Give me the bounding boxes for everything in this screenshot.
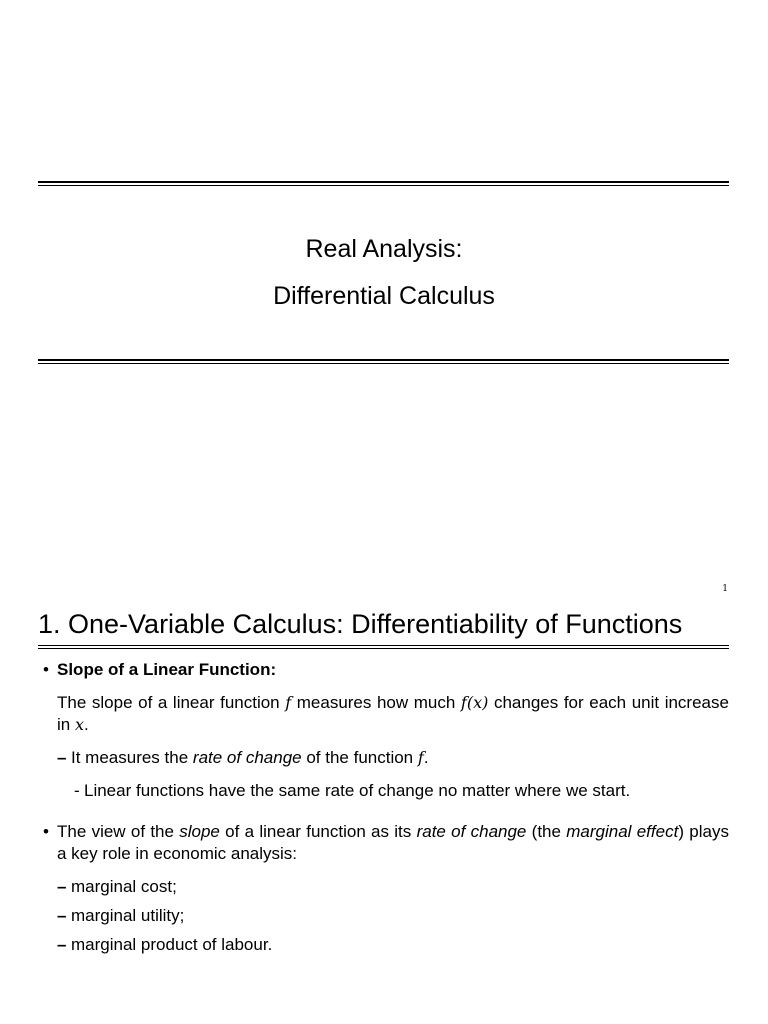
title-line-1: Real Analysis:	[305, 235, 463, 263]
list-item: marginal cost;	[71, 877, 177, 896]
rate-of-change-item: It measures the rate of change of the function f.	[71, 748, 429, 767]
linear-functions-note: Linear functions have the same rate of change no matter where we start.	[84, 781, 631, 800]
section-heading: 1. One-Variable Calculus: Differentiability of Functions	[38, 609, 683, 639]
bullet-marker: •	[43, 660, 49, 679]
math-fx: f(x)	[460, 693, 489, 712]
bullet-marker-2: •	[43, 822, 49, 841]
list-item: marginal product of labour.	[71, 935, 273, 954]
math-f: f	[285, 693, 292, 712]
dash-marker: –	[57, 877, 67, 896]
slope-paragraph: The slope of a linear function f measures how much f(x) changes for each unit increase in x.	[57, 693, 729, 734]
slope-view-paragraph: The view of the slope of a linear function as its rate of change (the marginal effect) plays a key role in economic analysis:	[57, 822, 729, 863]
title-top-rule	[38, 181, 729, 186]
list-item: marginal utility;	[71, 906, 185, 925]
dash-marker: –	[57, 748, 67, 767]
subsub-marker: -	[74, 781, 80, 800]
bullet-heading: Slope of a Linear Function:	[57, 660, 277, 679]
section-heading-rule	[38, 645, 729, 649]
title-line-2: Differential Calculus	[273, 282, 495, 310]
title-bottom-rule	[38, 359, 729, 364]
dash-marker: –	[57, 906, 67, 925]
dash-marker: –	[57, 935, 67, 954]
page-number: 1	[722, 584, 728, 594]
math-x: x	[74, 715, 84, 734]
